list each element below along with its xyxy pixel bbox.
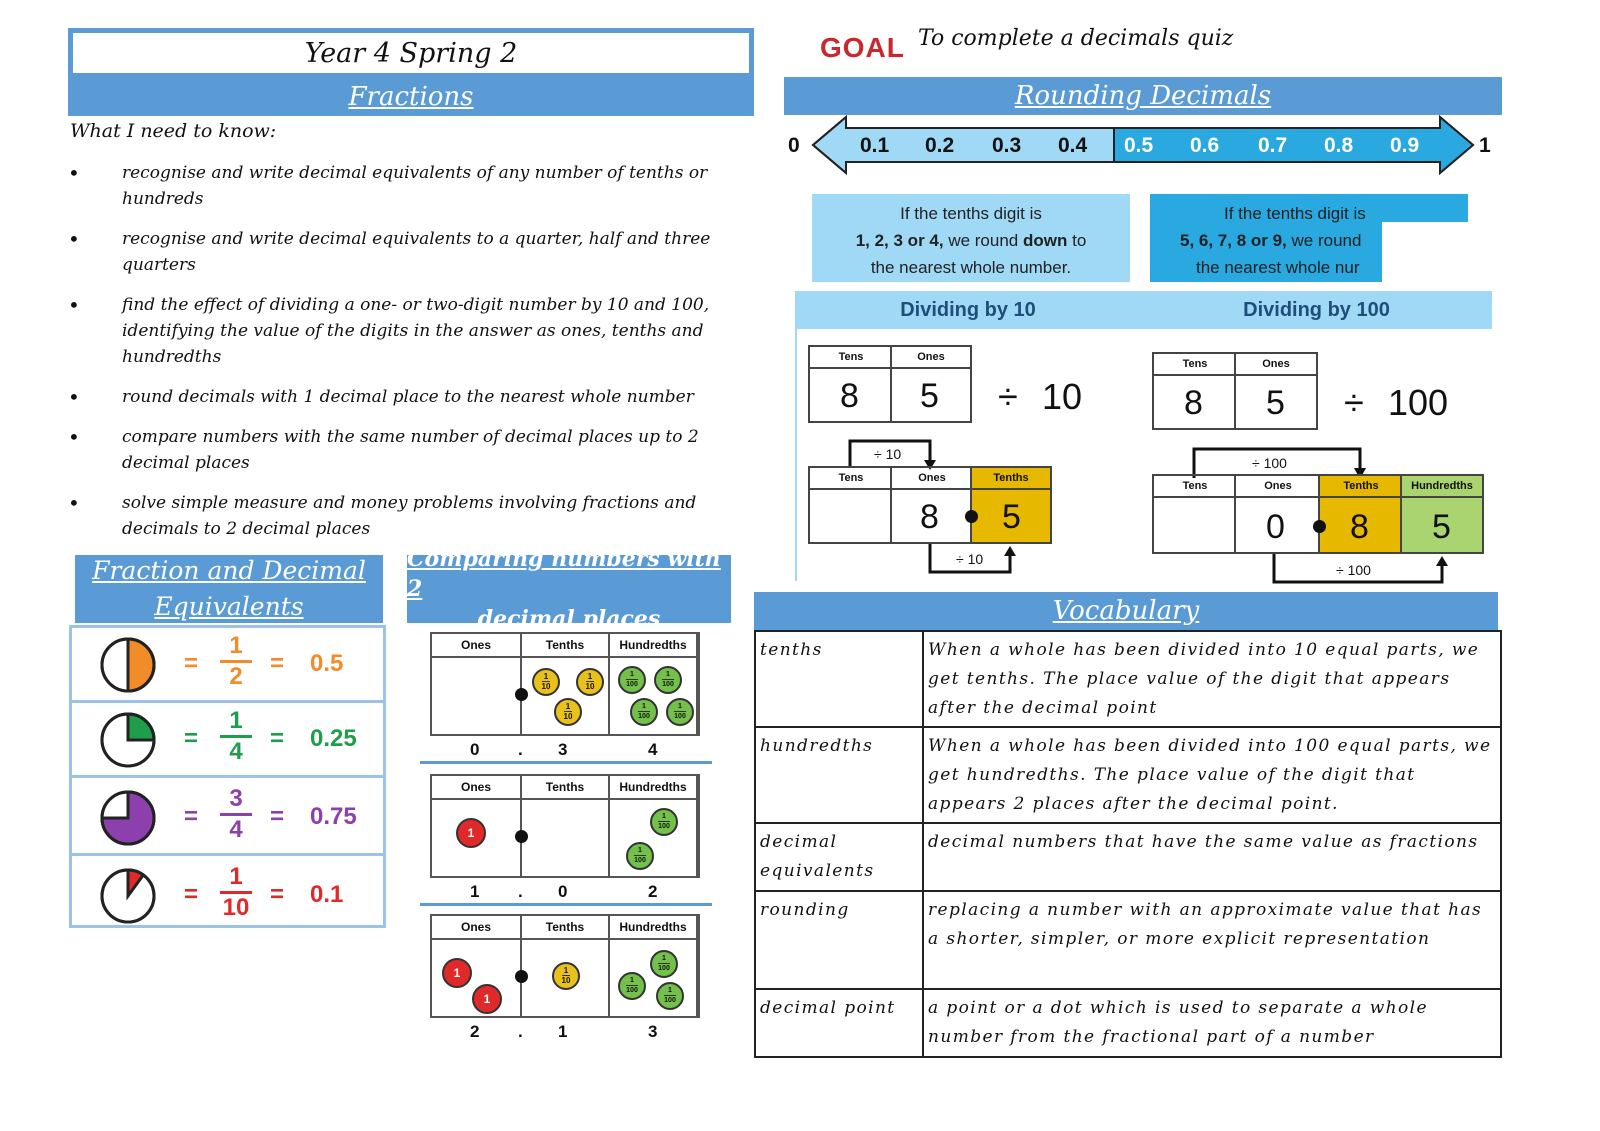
objective-item: • solve simple measure and money problems involving fractions and decimals to 2 decimal places [68, 490, 768, 542]
objective-item: • recognise and write decimal equivalents of any number of tenths or hundreds [68, 160, 768, 212]
hundredths-counter: 1 100 [654, 666, 682, 694]
number-line-start: 0 [788, 134, 800, 157]
div10-res-tenths: 5 [1002, 498, 1021, 536]
hundredths-counter: 1 100 [666, 698, 694, 726]
digit-tenths: 0 [558, 882, 568, 901]
div10-decimal-point [965, 510, 978, 523]
digit-hundredths: 3 [648, 1022, 658, 1041]
vocab-definition: When a whole has been divided into 10 equal parts, we get tenths. The place value of the digit that appears after the decimal point [923, 631, 1501, 727]
fraction-denominator: 4 [229, 738, 243, 765]
fraction-row [72, 781, 383, 856]
pv-column-header: Tenths [522, 776, 608, 800]
pv-column-header: Tenths [522, 916, 608, 940]
decimal-point [515, 688, 528, 701]
digit-point: . [518, 1022, 523, 1041]
pv-column [522, 776, 610, 876]
div10-res-ones-header: Ones [892, 468, 972, 490]
pie-icon [98, 710, 158, 770]
equals-sign: = [184, 650, 199, 677]
vocab-term: tenths [755, 631, 923, 727]
decimal-value: 0.75 [310, 803, 357, 830]
objectives-list [68, 160, 768, 556]
hundredths-counter: 1 100 [618, 972, 646, 1000]
div100-top-tens: 8 [1184, 384, 1203, 422]
vocab-definition: replacing a number with an approximate value that has a shorter, simpler, or more explicit representation [923, 891, 1501, 989]
equals-sign: = [270, 803, 285, 830]
div10-top-ones: 5 [920, 377, 939, 415]
section-divider [420, 903, 712, 906]
digit-tenths: 3 [558, 740, 568, 759]
decimal-point [515, 970, 528, 983]
tenths-counter: 1 10 [554, 698, 582, 726]
round-down-line1: If the tenths digit is [900, 204, 1042, 223]
number-line-end: 1 [1479, 134, 1491, 157]
digit-ones: 1 [470, 882, 480, 901]
fraction-denominator: 2 [229, 663, 243, 690]
vocab-term: rounding [755, 891, 923, 989]
hundredths-counter: 1 100 [650, 950, 678, 978]
vocabulary-table [754, 630, 1502, 1058]
ones-counter: 1 [472, 984, 502, 1014]
decimal-value: 0.5 [310, 650, 344, 677]
section-divider [420, 761, 712, 764]
goal-logo: GOAL [820, 32, 905, 63]
pie-icon [98, 635, 158, 695]
round-up-line3: the nearest whole nur [1196, 258, 1360, 277]
fraction-denominator: 4 [229, 816, 243, 843]
div10-top-arrow-label: ÷ 10 [874, 446, 902, 462]
div10-result-table [808, 466, 1052, 544]
div100-res-tenths-header: Tenths [1320, 476, 1402, 498]
tenths-counter: 1 10 [576, 668, 604, 696]
number-line-tick: 0.5 [1124, 134, 1154, 157]
vocab-row [755, 989, 1501, 1057]
number-line-tick: 0.2 [925, 134, 955, 157]
fraction [216, 865, 256, 920]
number-line-tick: 0.7 [1258, 134, 1288, 157]
ones-counter: 1 [442, 958, 472, 988]
pv-column [432, 634, 522, 734]
div100-operator: ÷ [1344, 382, 1364, 423]
number-line-tick: 0.9 [1390, 134, 1420, 157]
cmp-heading-line2: decimal places [477, 606, 661, 632]
number-line-tick: 0.3 [992, 134, 1022, 157]
dividing-by-100-heading: Dividing by 100 [1141, 291, 1492, 329]
tenths-counter: 1 10 [552, 962, 580, 990]
div100-top-table [1152, 352, 1318, 430]
div100-top-ones-header: Ones [1236, 354, 1316, 376]
vocab-term: decimal point [755, 989, 923, 1057]
hundredths-counter: 1 100 [630, 698, 658, 726]
hundredths-counter: 1 100 [650, 808, 678, 836]
pie-icon [98, 866, 158, 926]
div10-top-ones-header: Ones [892, 347, 970, 369]
equals-sign: = [270, 881, 285, 908]
place-value-chart [430, 914, 700, 1018]
place-value-chart [430, 774, 700, 878]
div100-decimal-point [1313, 520, 1326, 533]
decimal-point [515, 830, 528, 843]
div100-divisor: 100 [1388, 382, 1449, 423]
div10-res-tenths-header: Tenths [972, 468, 1050, 490]
fe-heading-line1: Fraction and Decimal [92, 556, 366, 585]
fraction [216, 634, 256, 689]
vocab-row [755, 631, 1501, 727]
div10-top-tens: 8 [840, 377, 859, 415]
objective-item: • recognise and write decimal equivalents to a quarter, half and three quarters [68, 226, 768, 278]
equals-sign: = [184, 725, 199, 752]
digit-hundredths: 2 [648, 882, 658, 901]
fraction-equivalents-heading [75, 555, 383, 623]
number-line-tick: 0.6 [1190, 134, 1220, 157]
decimal-value: 0.25 [310, 725, 357, 752]
round-down-rule [812, 194, 1130, 282]
fraction-row [72, 703, 383, 778]
div10-res-tens-header: Tens [810, 468, 892, 490]
round-down-line3: the nearest whole number. [870, 258, 1072, 277]
div100-res-hundredths-header: Hundredths [1402, 476, 1482, 498]
vocab-definition: a point or a dot which is used to separate a whole number from the fractional part of a number [923, 989, 1501, 1057]
page-title: Year 4 Spring 2 [68, 28, 754, 78]
div100-res-ones-header: Ones [1236, 476, 1320, 498]
digit-ones: 2 [470, 1022, 480, 1041]
place-value-chart [430, 632, 700, 736]
div100-bottom-arrow-label: ÷ 100 [1336, 562, 1371, 578]
div100-top-ones: 5 [1266, 384, 1285, 422]
round-up-line2: 5, 6, 7, 8 or 9, we round [1180, 231, 1362, 250]
equals-sign: = [184, 803, 199, 830]
equals-sign: = [184, 881, 199, 908]
ones-counter: 1 [456, 818, 486, 848]
vocab-definition: decimal numbers that have the same value as fractions [923, 823, 1501, 891]
equals-sign: = [270, 725, 285, 752]
vocab-row [755, 823, 1501, 891]
vocab-term: hundredths [755, 727, 923, 823]
div100-result-table [1152, 474, 1484, 554]
div100-res-tenths: 8 [1350, 508, 1369, 546]
hundredths-counter: 1 100 [626, 842, 654, 870]
pv-column-header: Ones [432, 916, 520, 940]
fraction-numerator: 1 [229, 632, 243, 659]
div10-top-table [808, 345, 972, 423]
digit-ones: 0 [470, 740, 480, 759]
fraction-equivalents-table [69, 625, 386, 928]
fraction-numerator: 1 [229, 707, 243, 734]
know-heading: What I need to know: [70, 120, 277, 142]
hundredths-counter: 1 100 [618, 666, 646, 694]
fraction-denominator: 10 [222, 894, 250, 921]
divider-line [795, 329, 797, 581]
fraction-numerator: 1 [229, 863, 243, 890]
round-up-rule [1150, 194, 1382, 282]
div10-top-tens-header: Tens [810, 347, 892, 369]
digit-hundredths: 4 [648, 740, 658, 759]
objective-item: • round decimals with 1 decimal place to the nearest whole number [68, 384, 768, 410]
comparing-heading [407, 546, 731, 632]
pv-column-header: Ones [432, 634, 520, 658]
pv-column-header: Hundredths [610, 916, 696, 940]
div10-bottom-arrow-label: ÷ 10 [956, 551, 984, 567]
div100-top-arrow-label: ÷ 100 [1252, 455, 1287, 471]
fe-heading-line2: Equivalents [154, 592, 304, 621]
vocabulary-heading: Vocabulary [754, 592, 1498, 630]
vocab-row [755, 727, 1501, 823]
cmp-heading-line1: Comparing numbers with 2 [407, 546, 721, 602]
objective-item: • find the effect of dividing a one- or two-digit number by 10 and 100, identifying the value of the digits in the answer as ones, tenths and hundredths [68, 292, 768, 370]
fraction-numerator: 3 [229, 785, 243, 812]
round-down-line2: 1, 2, 3 or 4, we round down to [855, 231, 1087, 250]
fraction [216, 709, 256, 764]
vocab-term: decimal equivalents [755, 823, 923, 891]
fraction-row [72, 859, 383, 934]
div10-divisor: 10 [1042, 376, 1083, 417]
dividing-by-10-heading: Dividing by 10 [795, 291, 1141, 329]
rounding-heading: Rounding Decimals [784, 77, 1502, 115]
number-line-tick: 0.4 [1058, 134, 1088, 157]
digit-tenths: 1 [558, 1022, 568, 1041]
div100-res-tens-header: Tens [1154, 476, 1236, 498]
objective-item: • compare numbers with the same number of decimal places up to 2 decimal places [68, 424, 768, 476]
fractions-heading: Fractions [68, 78, 754, 116]
pie-icon [98, 788, 158, 848]
round-up-line1: If the tenths digit is [1224, 204, 1366, 223]
digit-point: . [518, 882, 523, 901]
pv-column-header: Hundredths [610, 776, 696, 800]
pv-column-header: Ones [432, 776, 520, 800]
div100-top-tens-header: Tens [1154, 354, 1236, 376]
goal-text: To complete a decimals quiz [918, 26, 1234, 51]
fraction [216, 787, 256, 842]
decimal-value: 0.1 [310, 881, 344, 908]
fraction-row [72, 628, 383, 703]
tenths-counter: 1 10 [532, 668, 560, 696]
div100-res-hundredths: 5 [1432, 508, 1451, 546]
div10-res-ones: 8 [920, 498, 939, 536]
vocab-row [755, 891, 1501, 989]
equals-sign: = [270, 650, 285, 677]
hundredths-counter: 1 100 [656, 982, 684, 1010]
div10-operator: ÷ [998, 376, 1018, 417]
div100-res-ones: 0 [1266, 508, 1285, 546]
vocab-definition: When a whole has been divided into 100 equal parts, we get hundredths. The place value of the digit that appears 2 places after the decimal point. [923, 727, 1501, 823]
number-line-tick: 0.1 [860, 134, 890, 157]
pv-column-header: Hundredths [610, 634, 696, 658]
pv-column-header: Tenths [522, 634, 608, 658]
digit-point: . [518, 740, 523, 759]
number-line-tick: 0.8 [1324, 134, 1354, 157]
